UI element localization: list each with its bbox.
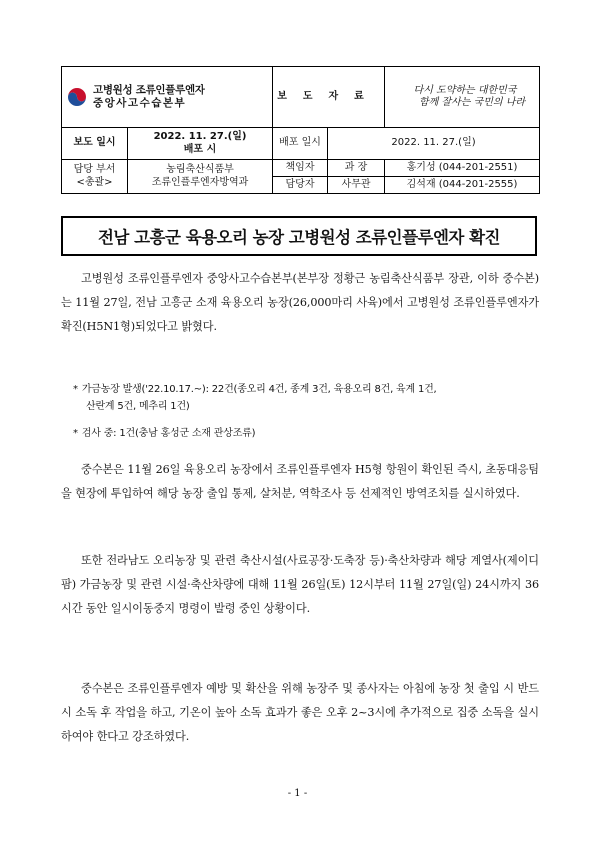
distribute-label: 배포 일시 xyxy=(273,128,328,160)
page-number: - 1 - xyxy=(287,788,308,799)
resp-title: 과 장 xyxy=(328,160,385,177)
staff-label: 담당자 xyxy=(273,177,328,194)
headline: 전남 고흥군 육용오리 농장 고병원성 조류인플루엔자 확진 xyxy=(61,216,537,256)
doc-title: 보도자료 xyxy=(273,67,385,128)
dept-label-line1: 담당 부서 xyxy=(73,164,116,175)
dept-label-line2: <총괄> xyxy=(76,176,113,188)
bullet-1 xyxy=(73,381,539,415)
org-name-line2: 중앙사고수습본부 xyxy=(93,97,187,109)
paragraph-3: 또한 전라남도 오리농장 및 관련 축산시설(사료공장·도축장 등)·축산차량과 해당 계열사(제이디팜) 가금농장 및 관련 시설·축산차량에 대해 11월 26일(토) 12시부터 11월 27일(일) 24시까지 36시간 동안 일시이동중지 명령이 발령 중인 상황이다. xyxy=(61,554,539,615)
release-label: 보도 일시 xyxy=(62,128,128,160)
bullet-mark: * xyxy=(73,384,78,395)
release-time: 배포 시 xyxy=(183,143,217,155)
distribute-date: 2022. 11. 27.(일) xyxy=(328,128,540,160)
resp-name: 홍기성 (044-201-2551) xyxy=(385,160,540,177)
staff-title: 사무관 xyxy=(328,177,385,194)
bullet-2-line1: 검사 중: 1건(충남 홍성군 소재 관상조류) xyxy=(81,428,256,439)
org-name-line1: 고병원성 조류인플루엔자 xyxy=(93,84,205,97)
paragraph-4: 중수본은 조류인플루엔자 예방 및 확산을 위해 농장주 및 종사자는 아침에 농장 첫 출입 시 반드시 소독 후 작업을 하고, 기온이 높아 소독 효과가 좋은 오후 2~3시에 추가적으로 집중 소독을 실시하여야 한다고 강조하였다. xyxy=(61,682,539,743)
slogan xyxy=(385,67,540,128)
slogan-line2: 함께 잘사는 국민의 나라 xyxy=(418,97,526,108)
paragraph-2: 중수본은 11월 26일 육용오리 농장에서 조류인플루엔자 H5형 항원이 확인된 즉시, 초동대응팀을 현장에 투입하여 해당 농장 출입 통제, 살처분, 역학조사 등 선제적인 방역조치를 실시하였다. xyxy=(61,463,539,500)
bullet-mark: * xyxy=(73,428,78,439)
dept-name-line2: 조류인플루엔자방역과 xyxy=(151,176,249,188)
header-table xyxy=(61,66,539,196)
dept-name-line1: 농림축산식품부 xyxy=(166,164,234,175)
paragraph-1: 고병원성 조류인플루엔자 중앙사고수습본부(본부장 정황근 농림축산식품부 장관, 이하 중수본)는 11월 27일, 전남 고흥군 소재 육용오리 농장(26,000마리 사육)에서 고병원성 조류인플루엔자가 확진(H5N1형)되었다고 밝혔다. xyxy=(61,272,539,333)
bullet-1-line1: 가금농장 발생('22.10.17.~): 22건(종오리 4건, 종계 3건, 육용오리 8건, 육계 1건, xyxy=(81,384,437,395)
release-date: 2022. 11. 27.(일) xyxy=(153,131,247,142)
dept-name xyxy=(128,160,273,194)
taegeuk-logo-icon xyxy=(66,86,88,108)
staff-name: 김석재 (044-201-2555) xyxy=(385,177,540,194)
resp-label: 책임자 xyxy=(273,160,328,177)
bullet-2 xyxy=(73,425,539,442)
bullet-1-line2: 산란계 5건, 메추리 1건) xyxy=(86,401,190,412)
release-datetime xyxy=(128,128,273,160)
org-logo-cell xyxy=(62,67,273,128)
slogan-line1: 다시 도약하는 대한민국 xyxy=(413,84,517,96)
dept-label xyxy=(62,160,128,194)
